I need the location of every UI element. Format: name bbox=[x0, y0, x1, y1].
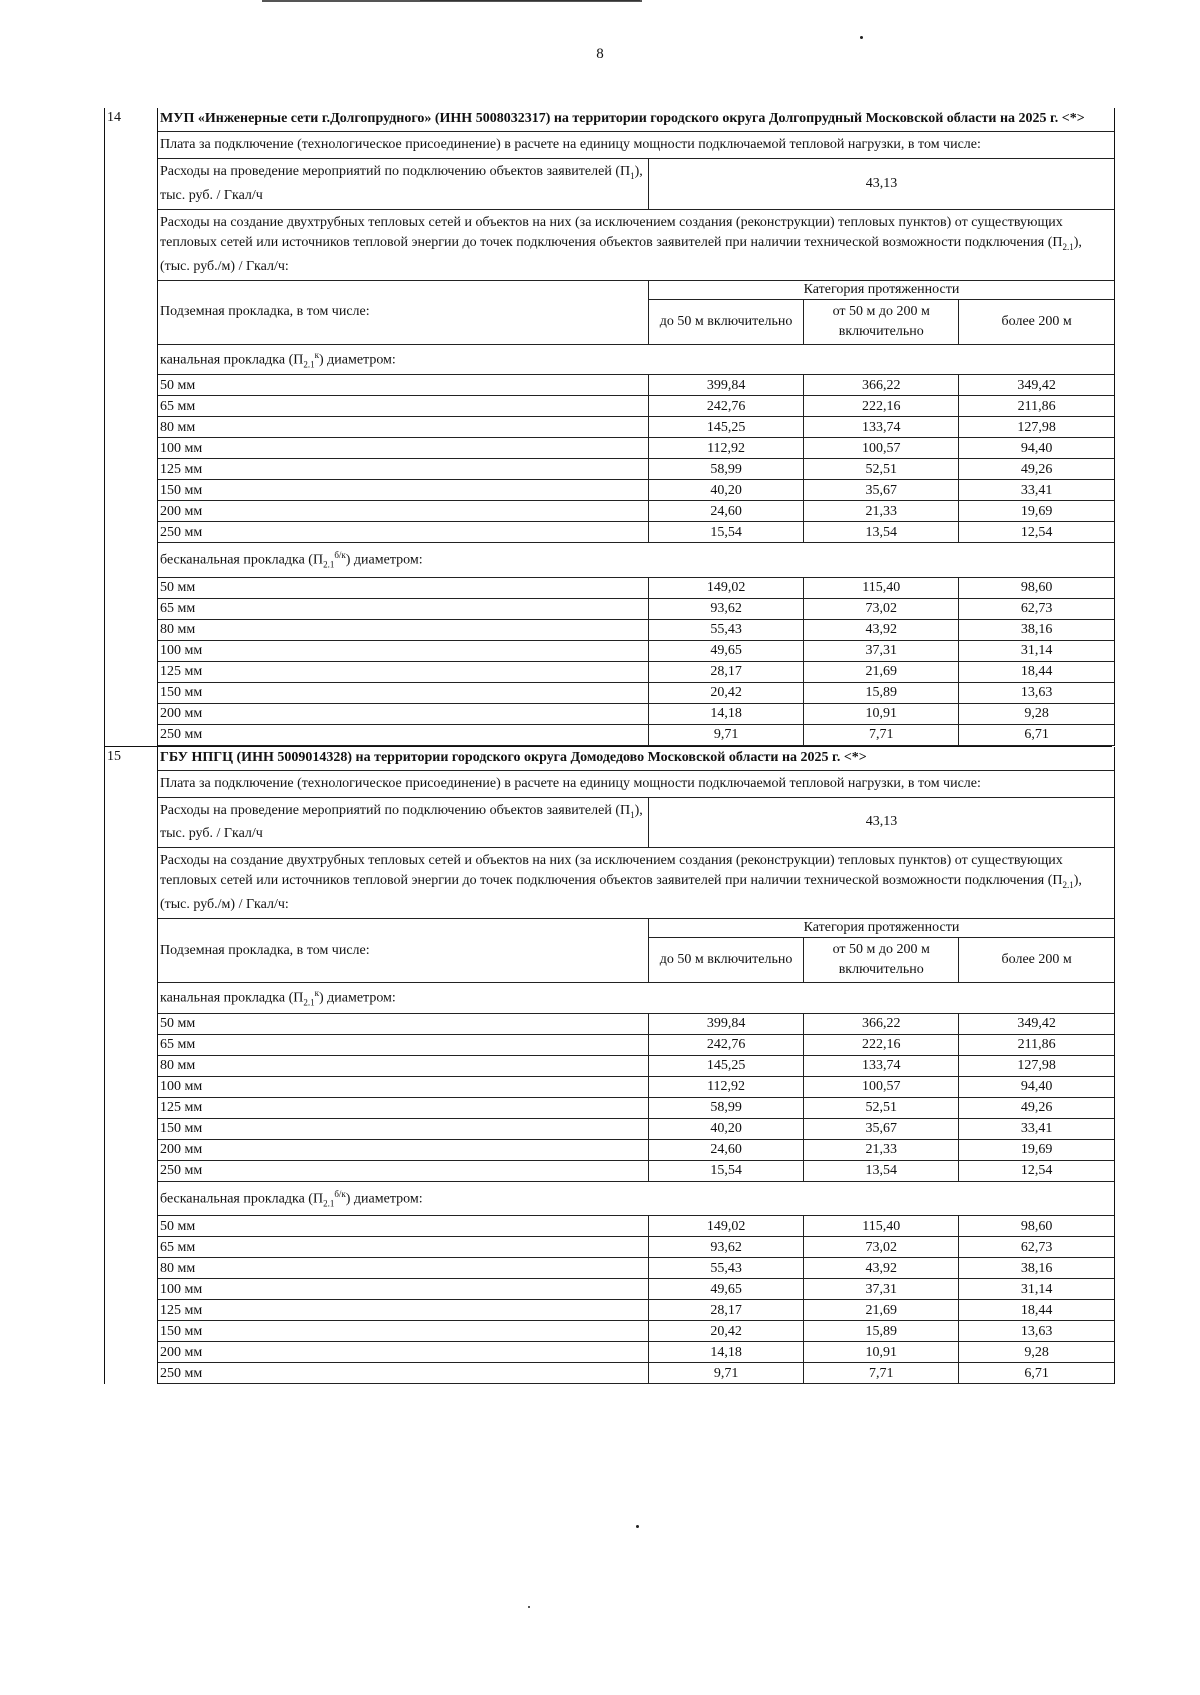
networks-description-tail: ), (тыс. руб./м) / Гкал/ч: bbox=[160, 234, 1082, 274]
diameter-label: 80 мм bbox=[158, 619, 649, 640]
scan-speck bbox=[528, 1606, 530, 1608]
diameter-label: 100 мм bbox=[158, 1076, 648, 1097]
diameter-label: 250 мм bbox=[158, 1160, 648, 1181]
value-50-to-200: 73,02 bbox=[804, 598, 959, 619]
value-over-200: 211,86 bbox=[959, 396, 1114, 417]
value-up-to-50: 14,18 bbox=[648, 1342, 803, 1363]
value-up-to-50: 9,71 bbox=[648, 1363, 803, 1384]
value-50-to-200: 100,57 bbox=[804, 438, 959, 459]
diameter-row bbox=[158, 438, 1114, 459]
value-50-to-200: 133,74 bbox=[804, 417, 959, 438]
value-over-200: 98,60 bbox=[959, 577, 1114, 598]
channel-subheader-row bbox=[158, 344, 1114, 374]
value-50-to-200: 222,16 bbox=[804, 396, 959, 417]
diameter-label: 100 мм bbox=[158, 640, 649, 661]
length-header-over-200: более 200 м bbox=[959, 938, 1114, 983]
diameter-row bbox=[158, 1321, 1114, 1342]
channel-subheader bbox=[158, 983, 1114, 1013]
value-over-200: 13,63 bbox=[959, 1321, 1114, 1342]
value-up-to-50: 40,20 bbox=[648, 1118, 803, 1139]
channelless-superscript: б/к bbox=[334, 550, 346, 561]
scan-speck bbox=[860, 36, 863, 39]
channelless-label-text: бесканальная прокладка (П bbox=[160, 552, 324, 568]
p1-subscript: 1 bbox=[630, 809, 635, 820]
value-up-to-50: 15,54 bbox=[649, 522, 804, 543]
diameter-label: 150 мм bbox=[158, 1118, 648, 1139]
diameter-row bbox=[158, 501, 1114, 522]
category-header-row bbox=[158, 919, 1114, 938]
value-over-200: 38,16 bbox=[959, 619, 1114, 640]
channel-superscript: к bbox=[314, 349, 319, 360]
diameter-label: 125 мм bbox=[158, 1300, 648, 1321]
channelless-subheader bbox=[158, 1181, 1114, 1215]
value-over-200: 94,40 bbox=[959, 438, 1114, 459]
channel-label-tail: ) диаметром: bbox=[318, 990, 396, 1006]
diameter-row bbox=[158, 1076, 1114, 1097]
channel-superscript: к bbox=[314, 988, 319, 999]
value-up-to-50: 55,43 bbox=[649, 619, 804, 640]
value-up-to-50: 58,99 bbox=[648, 1097, 803, 1118]
channel-label-text: канальная прокладка (П bbox=[160, 990, 304, 1006]
value-over-200: 9,28 bbox=[959, 703, 1114, 724]
diameter-label: 65 мм bbox=[158, 1237, 648, 1258]
value-up-to-50: 242,76 bbox=[648, 1034, 803, 1055]
diameter-label: 80 мм bbox=[158, 1055, 648, 1076]
value-50-to-200: 21,69 bbox=[804, 1300, 959, 1321]
entry-number bbox=[105, 108, 158, 746]
channelless-label-text: бесканальная прокладка (П bbox=[160, 1191, 324, 1207]
entry-table-body bbox=[158, 108, 1114, 745]
diameter-row bbox=[158, 577, 1114, 598]
value-up-to-50: 14,18 bbox=[649, 703, 804, 724]
networks-subscript: 2.1 bbox=[1062, 880, 1074, 891]
value-over-200: 349,42 bbox=[959, 375, 1114, 396]
entry-body bbox=[158, 108, 1115, 746]
value-over-200: 6,71 bbox=[959, 724, 1114, 745]
length-header-over-200: более 200 м bbox=[959, 299, 1114, 344]
diameter-label: 125 мм bbox=[158, 661, 649, 682]
diameter-row bbox=[158, 598, 1114, 619]
value-50-to-200: 52,51 bbox=[804, 1097, 959, 1118]
value-50-to-200: 10,91 bbox=[804, 1342, 959, 1363]
value-50-to-200: 7,71 bbox=[804, 724, 959, 745]
tariff-entry bbox=[104, 746, 1112, 1385]
value-over-200: 349,42 bbox=[959, 1013, 1114, 1034]
diameter-label: 200 мм bbox=[158, 703, 649, 724]
value-over-200: 38,16 bbox=[959, 1258, 1114, 1279]
value-50-to-200: 366,22 bbox=[804, 1013, 959, 1034]
fee-description-row bbox=[158, 132, 1114, 159]
networks-description bbox=[158, 848, 1114, 919]
scan-speck bbox=[636, 1525, 639, 1528]
underground-label: Подземная прокладка, в том числе: bbox=[158, 280, 649, 344]
value-over-200: 49,26 bbox=[959, 1097, 1114, 1118]
p1-label bbox=[158, 159, 649, 210]
channel-subscript: 2.1 bbox=[303, 997, 315, 1008]
value-50-to-200: 43,92 bbox=[804, 619, 959, 640]
entry-body bbox=[158, 747, 1115, 1385]
value-50-to-200: 21,33 bbox=[804, 501, 959, 522]
entry-table bbox=[158, 747, 1114, 1385]
value-up-to-50: 9,71 bbox=[649, 724, 804, 745]
diameter-row bbox=[158, 1216, 1114, 1237]
channelless-subscript: 2.1 bbox=[323, 1198, 335, 1208]
value-up-to-50: 28,17 bbox=[648, 1300, 803, 1321]
diameter-label: 65 мм bbox=[158, 396, 649, 417]
length-header-up-to-50: до 50 м включительно bbox=[648, 938, 803, 983]
channelless-superscript: б/к bbox=[334, 1188, 346, 1199]
diameter-row bbox=[158, 480, 1114, 501]
channelless-subheader-row bbox=[158, 1181, 1114, 1215]
p1-value: 43,13 bbox=[649, 159, 1115, 210]
diameter-row bbox=[158, 1013, 1114, 1034]
value-over-200: 6,71 bbox=[959, 1363, 1114, 1384]
networks-subscript: 2.1 bbox=[1062, 241, 1074, 252]
fee-description: Плата за подключение (технологическое присоединение) в расчете на единицу мощности подключаемой тепловой нагрузки, в том числе: bbox=[158, 770, 1114, 797]
diameter-label: 80 мм bbox=[158, 417, 649, 438]
organization-title: МУП «Инженерные сети г.Долгопрудного» (ИНН 5008032317) на территории городского округа Долгопрудный Московской области на 2025 г. <*> bbox=[158, 108, 1114, 132]
diameter-label: 250 мм bbox=[158, 1363, 648, 1384]
value-up-to-50: 145,25 bbox=[649, 417, 804, 438]
networks-description-row bbox=[158, 848, 1114, 919]
diameter-label: 200 мм bbox=[158, 501, 649, 522]
channel-subheader-row bbox=[158, 983, 1114, 1013]
value-50-to-200: 366,22 bbox=[804, 375, 959, 396]
value-over-200: 127,98 bbox=[959, 417, 1114, 438]
diameter-label: 80 мм bbox=[158, 1258, 648, 1279]
value-50-to-200: 21,69 bbox=[804, 661, 959, 682]
category-header: Категория протяженности bbox=[649, 280, 1115, 299]
organization-title-row bbox=[158, 747, 1114, 771]
p1-label-tail: ), тыс. руб. / Гкал/ч bbox=[160, 802, 643, 842]
value-over-200: 62,73 bbox=[959, 598, 1114, 619]
diameter-label: 150 мм bbox=[158, 1321, 648, 1342]
diameter-row bbox=[158, 1034, 1114, 1055]
page-number: 8 bbox=[596, 46, 604, 62]
fee-description-row bbox=[158, 770, 1114, 797]
value-50-to-200: 37,31 bbox=[804, 640, 959, 661]
channelless-subheader-row bbox=[158, 543, 1114, 577]
value-up-to-50: 145,25 bbox=[648, 1055, 803, 1076]
diameter-row bbox=[158, 1118, 1114, 1139]
value-50-to-200: 10,91 bbox=[804, 703, 959, 724]
value-up-to-50: 24,60 bbox=[648, 1139, 803, 1160]
organization-title: ГБУ НПГЦ (ИНН 5009014328) на территории городского округа Домодедово Московской области на 2025 г. <*> bbox=[158, 747, 1114, 771]
value-over-200: 19,69 bbox=[959, 501, 1114, 522]
category-header: Категория протяженности bbox=[648, 919, 1114, 938]
value-50-to-200: 115,40 bbox=[804, 1216, 959, 1237]
value-50-to-200: 13,54 bbox=[804, 1160, 959, 1181]
value-up-to-50: 242,76 bbox=[649, 396, 804, 417]
value-over-200: 211,86 bbox=[959, 1034, 1114, 1055]
diameter-label: 125 мм bbox=[158, 1097, 648, 1118]
diameter-label: 100 мм bbox=[158, 1279, 648, 1300]
p1-row bbox=[158, 797, 1114, 848]
diameter-label: 200 мм bbox=[158, 1342, 648, 1363]
entry-table bbox=[158, 108, 1114, 746]
diameter-row bbox=[158, 1279, 1114, 1300]
value-50-to-200: 73,02 bbox=[804, 1237, 959, 1258]
diameter-row bbox=[158, 703, 1114, 724]
diameter-row bbox=[158, 1258, 1114, 1279]
channelless-subscript: 2.1 bbox=[323, 559, 335, 570]
diameter-label: 65 мм bbox=[158, 1034, 648, 1055]
diameter-label: 65 мм bbox=[158, 598, 649, 619]
diameter-label: 150 мм bbox=[158, 682, 649, 703]
value-50-to-200: 15,89 bbox=[804, 1321, 959, 1342]
p1-label-text: Расходы на проведение мероприятий по подключению объектов заявителей (П bbox=[160, 802, 631, 818]
p1-subscript: 1 bbox=[630, 170, 635, 181]
p1-label bbox=[158, 797, 648, 848]
value-up-to-50: 149,02 bbox=[649, 577, 804, 598]
scan-top-rule-2 bbox=[420, 0, 640, 1]
value-over-200: 12,54 bbox=[959, 522, 1114, 543]
value-up-to-50: 49,65 bbox=[649, 640, 804, 661]
value-50-to-200: 37,31 bbox=[804, 1279, 959, 1300]
value-over-200: 9,28 bbox=[959, 1342, 1114, 1363]
diameter-row bbox=[158, 1097, 1114, 1118]
length-header-up-to-50: до 50 м включительно bbox=[649, 299, 804, 344]
networks-description-text: Расходы на создание двухтрубных тепловых сетей и объектов на них (за исключением создания (реконструкции) тепловых пунктов) от существующих тепловых сетей или источников тепловой энергии до точек подключения объектов заявителей при наличии технической возможности подключения (П bbox=[160, 214, 1063, 250]
channel-label-text: канальная прокладка (П bbox=[160, 352, 304, 368]
value-50-to-200: 15,89 bbox=[804, 682, 959, 703]
channel-label-tail: ) диаметром: bbox=[318, 352, 396, 368]
diameter-label: 50 мм bbox=[158, 577, 649, 598]
diameter-row bbox=[158, 1160, 1114, 1181]
value-up-to-50: 149,02 bbox=[648, 1216, 803, 1237]
diameter-row bbox=[158, 1055, 1114, 1076]
value-up-to-50: 93,62 bbox=[649, 598, 804, 619]
value-over-200: 62,73 bbox=[959, 1237, 1114, 1258]
channelless-label-tail: ) диаметром: bbox=[345, 1191, 423, 1207]
networks-description-tail: ), (тыс. руб./м) / Гкал/ч: bbox=[160, 873, 1082, 913]
value-up-to-50: 93,62 bbox=[648, 1237, 803, 1258]
diameter-row bbox=[158, 417, 1114, 438]
p1-label-tail: ), тыс. руб. / Гкал/ч bbox=[160, 164, 643, 203]
value-over-200: 98,60 bbox=[959, 1216, 1114, 1237]
entry-number bbox=[105, 747, 158, 1385]
diameter-label: 250 мм bbox=[158, 724, 649, 745]
value-50-to-200: 100,57 bbox=[804, 1076, 959, 1097]
value-up-to-50: 20,42 bbox=[649, 682, 804, 703]
value-up-to-50: 49,65 bbox=[648, 1279, 803, 1300]
diameter-row bbox=[158, 1342, 1114, 1363]
diameter-row bbox=[158, 1363, 1114, 1384]
entry-number-text: 15 bbox=[107, 748, 121, 764]
value-50-to-200: 115,40 bbox=[804, 577, 959, 598]
diameter-row bbox=[158, 1300, 1114, 1321]
value-over-200: 33,41 bbox=[959, 480, 1114, 501]
networks-description-row bbox=[158, 209, 1114, 280]
length-header-50-to-200: от 50 м до 200 м включительно bbox=[804, 938, 959, 983]
value-over-200: 94,40 bbox=[959, 1076, 1114, 1097]
diameter-row bbox=[158, 682, 1114, 703]
p1-label-text: Расходы на проведение мероприятий по подключению объектов заявителей (П bbox=[160, 164, 631, 179]
value-over-200: 127,98 bbox=[959, 1055, 1114, 1076]
value-50-to-200: 43,92 bbox=[804, 1258, 959, 1279]
category-header-row bbox=[158, 280, 1114, 299]
value-50-to-200: 35,67 bbox=[804, 1118, 959, 1139]
diameter-label: 150 мм bbox=[158, 480, 649, 501]
diameter-row bbox=[158, 459, 1114, 480]
diameter-row bbox=[158, 375, 1114, 396]
value-50-to-200: 222,16 bbox=[804, 1034, 959, 1055]
diameter-row bbox=[158, 640, 1114, 661]
channelless-label-tail: ) диаметром: bbox=[345, 552, 423, 568]
p1-row bbox=[158, 159, 1114, 210]
diameter-label: 50 мм bbox=[158, 1013, 648, 1034]
value-over-200: 49,26 bbox=[959, 459, 1114, 480]
networks-description bbox=[158, 209, 1114, 280]
diameter-row bbox=[158, 661, 1114, 682]
value-up-to-50: 112,92 bbox=[649, 438, 804, 459]
value-50-to-200: 133,74 bbox=[804, 1055, 959, 1076]
diameter-label: 100 мм bbox=[158, 438, 649, 459]
diameter-row bbox=[158, 396, 1114, 417]
value-over-200: 13,63 bbox=[959, 682, 1114, 703]
tariff-entry bbox=[104, 108, 1112, 746]
value-over-200: 33,41 bbox=[959, 1118, 1114, 1139]
value-up-to-50: 58,99 bbox=[649, 459, 804, 480]
value-over-200: 18,44 bbox=[959, 1300, 1114, 1321]
channel-subscript: 2.1 bbox=[303, 359, 315, 370]
entry-table-body bbox=[158, 747, 1114, 1384]
value-over-200: 18,44 bbox=[959, 661, 1114, 682]
value-over-200: 31,14 bbox=[959, 640, 1114, 661]
value-up-to-50: 399,84 bbox=[648, 1013, 803, 1034]
channel-subheader bbox=[158, 344, 1114, 374]
value-up-to-50: 40,20 bbox=[649, 480, 804, 501]
diameter-label: 250 мм bbox=[158, 522, 649, 543]
value-up-to-50: 24,60 bbox=[649, 501, 804, 522]
value-up-to-50: 28,17 bbox=[649, 661, 804, 682]
fee-description: Плата за подключение (технологическое присоединение) в расчете на единицу мощности подключаемой тепловой нагрузки, в том числе: bbox=[158, 132, 1114, 159]
entry-number-text: 14 bbox=[107, 110, 121, 125]
value-50-to-200: 52,51 bbox=[804, 459, 959, 480]
value-50-to-200: 35,67 bbox=[804, 480, 959, 501]
value-over-200: 19,69 bbox=[959, 1139, 1114, 1160]
diameter-label: 50 мм bbox=[158, 1216, 648, 1237]
p1-value: 43,13 bbox=[648, 797, 1114, 848]
diameter-row bbox=[158, 1237, 1114, 1258]
tariff-document bbox=[104, 108, 1112, 1384]
diameter-label: 50 мм bbox=[158, 375, 649, 396]
diameter-row bbox=[158, 724, 1114, 745]
underground-label: Подземная прокладка, в том числе: bbox=[158, 919, 648, 983]
length-header-50-to-200: от 50 м до 200 м включительно bbox=[804, 299, 959, 344]
diameter-row bbox=[158, 1139, 1114, 1160]
organization-title-row bbox=[158, 108, 1114, 132]
diameter-row bbox=[158, 619, 1114, 640]
value-up-to-50: 399,84 bbox=[649, 375, 804, 396]
value-50-to-200: 13,54 bbox=[804, 522, 959, 543]
diameter-label: 200 мм bbox=[158, 1139, 648, 1160]
value-up-to-50: 55,43 bbox=[648, 1258, 803, 1279]
networks-description-text: Расходы на создание двухтрубных тепловых сетей и объектов на них (за исключением создания (реконструкции) тепловых пунктов) от существующих тепловых сетей или источников тепловой энергии до точек подключения объектов заявителей при наличии технической возможности подключения (П bbox=[160, 853, 1063, 889]
value-up-to-50: 15,54 bbox=[648, 1160, 803, 1181]
diameter-label: 125 мм bbox=[158, 459, 649, 480]
value-over-200: 31,14 bbox=[959, 1279, 1114, 1300]
channelless-subheader bbox=[158, 543, 1114, 577]
value-up-to-50: 112,92 bbox=[648, 1076, 803, 1097]
value-up-to-50: 20,42 bbox=[648, 1321, 803, 1342]
value-50-to-200: 21,33 bbox=[804, 1139, 959, 1160]
diameter-row bbox=[158, 522, 1114, 543]
value-over-200: 12,54 bbox=[959, 1160, 1114, 1181]
value-50-to-200: 7,71 bbox=[804, 1363, 959, 1384]
